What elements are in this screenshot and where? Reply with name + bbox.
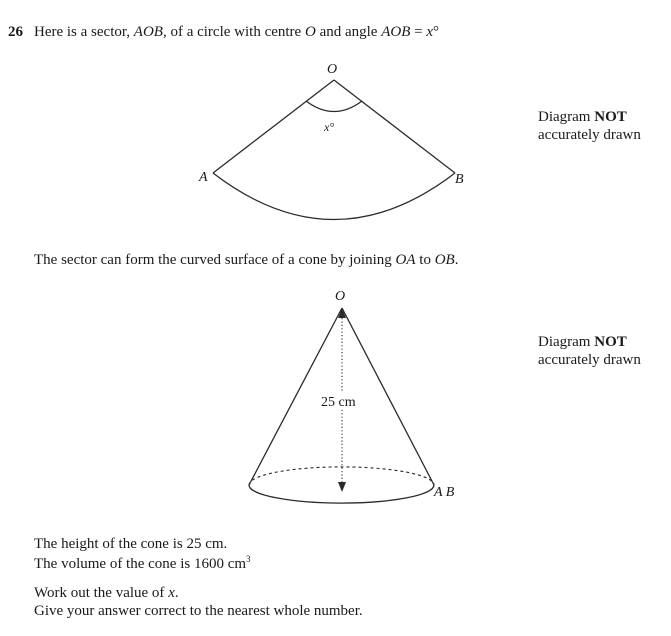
intro-equals: = (410, 24, 427, 40)
fact-volume-text: The volume of the cone is 1600 cm (34, 556, 247, 572)
cone-height-arrow-down (338, 482, 346, 492)
task-text: Work out the value of (34, 585, 169, 601)
note-text-2: accurately drawn (538, 127, 641, 143)
intro-text: Here is a sector, (34, 24, 134, 40)
sector-angle-arc (306, 101, 362, 112)
fact-height: The height of the cone is 25 cm. (34, 536, 228, 552)
cone-diagram (249, 289, 455, 503)
task-line-1 (34, 585, 179, 602)
sector-statement (34, 252, 458, 269)
intro-sector-name: AOB (133, 24, 163, 40)
cone-label-ab: A B (434, 485, 455, 500)
sector-diagram (198, 62, 464, 220)
sector-radius-ob (334, 80, 455, 173)
sector-label-o: O (327, 62, 338, 77)
cone-height-label: 25 cm (321, 395, 356, 410)
sector-arc (213, 173, 455, 220)
intro-angle-name: AOB (381, 24, 411, 40)
intro-variable: x (426, 24, 434, 40)
note-text-2: accurately drawn (538, 352, 641, 368)
task-end: . (174, 585, 179, 601)
fact-volume (34, 554, 251, 573)
sector-label-a: A (199, 170, 208, 185)
intro-centre: O (304, 24, 316, 40)
statement-end: . (454, 252, 459, 268)
intro-degree: ° (433, 24, 440, 40)
note-text: Diagram (538, 334, 595, 350)
intro-text-mid: , of a circle with centre (162, 24, 305, 40)
task-variable: x (168, 585, 175, 601)
task-line-2: Give your answer correct to the nearest whole number. (34, 603, 363, 619)
statement-ob: OB (434, 252, 455, 268)
cone-label-o: O (335, 289, 346, 304)
intro-angle-text: and angle (315, 24, 382, 40)
question-number: 26 (8, 24, 23, 40)
note-text: Diagram (538, 109, 595, 125)
statement-oa: OA (395, 252, 416, 268)
note-bold: NOT (594, 334, 627, 350)
sector-radius-oa (213, 80, 334, 173)
sector-label-b: B (455, 172, 464, 187)
note-bold: NOT (594, 109, 627, 125)
fact-volume-unit-sup: 3 (246, 554, 251, 564)
sector-angle-label: x° (324, 120, 335, 134)
statement-to: to (415, 252, 435, 268)
statement-text: The sector can form the curved surface of a cone by joining (34, 252, 396, 268)
